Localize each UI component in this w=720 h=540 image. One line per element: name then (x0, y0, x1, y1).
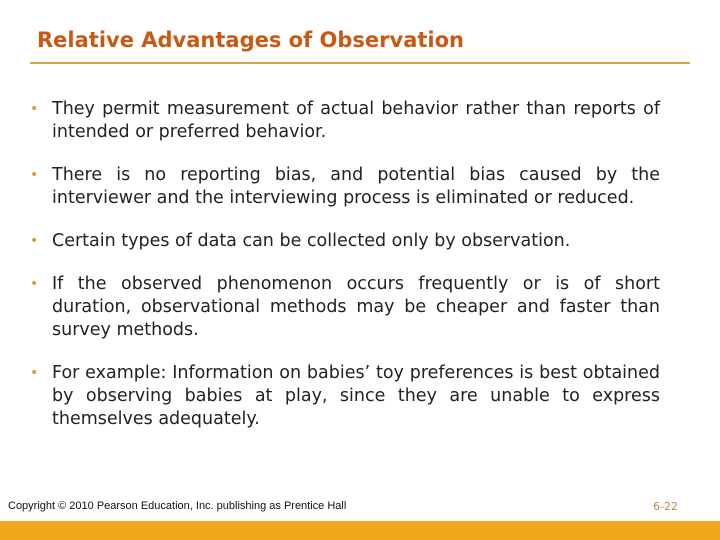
footer-bar (0, 521, 720, 540)
bullet-text: They permit measurement of actual behavior rather than reports of intended or preferred behavior. (52, 99, 660, 142)
bullet-dot-icon: • (30, 233, 39, 249)
bullet-dot-icon: • (30, 365, 39, 381)
bullet-list (30, 98, 660, 451)
title-underline (30, 62, 690, 64)
bullet-dot-icon: • (30, 276, 39, 292)
bullet-text: Certain types of data can be collected only by observation. (52, 231, 571, 251)
bullet-text: If the observed phenomenon occurs frequently or is of short duration, observational methods may be cheaper and faster than survey methods. (52, 274, 660, 340)
bullet-item (30, 273, 660, 342)
page-number: 6-22 (653, 500, 678, 513)
slide-title: Relative Advantages of Observation (37, 28, 464, 52)
bullet-item (30, 98, 660, 144)
bullet-item (30, 230, 660, 253)
bullet-item (30, 164, 660, 210)
bullet-dot-icon: • (30, 167, 39, 183)
bullet-item (30, 362, 660, 431)
bullet-text: There is no reporting bias, and potential bias caused by the interviewer and the interviewing process is eliminated or reduced. (52, 165, 660, 208)
bullet-dot-icon: • (30, 101, 39, 117)
bullet-text: For example: Information on babies’ toy preferences is best obtained by observing babies at play, since they are unable to express themselves adequately. (52, 363, 660, 429)
copyright-notice: Copyright © 2010 Pearson Education, Inc. publishing as Prentice Hall (8, 500, 347, 512)
